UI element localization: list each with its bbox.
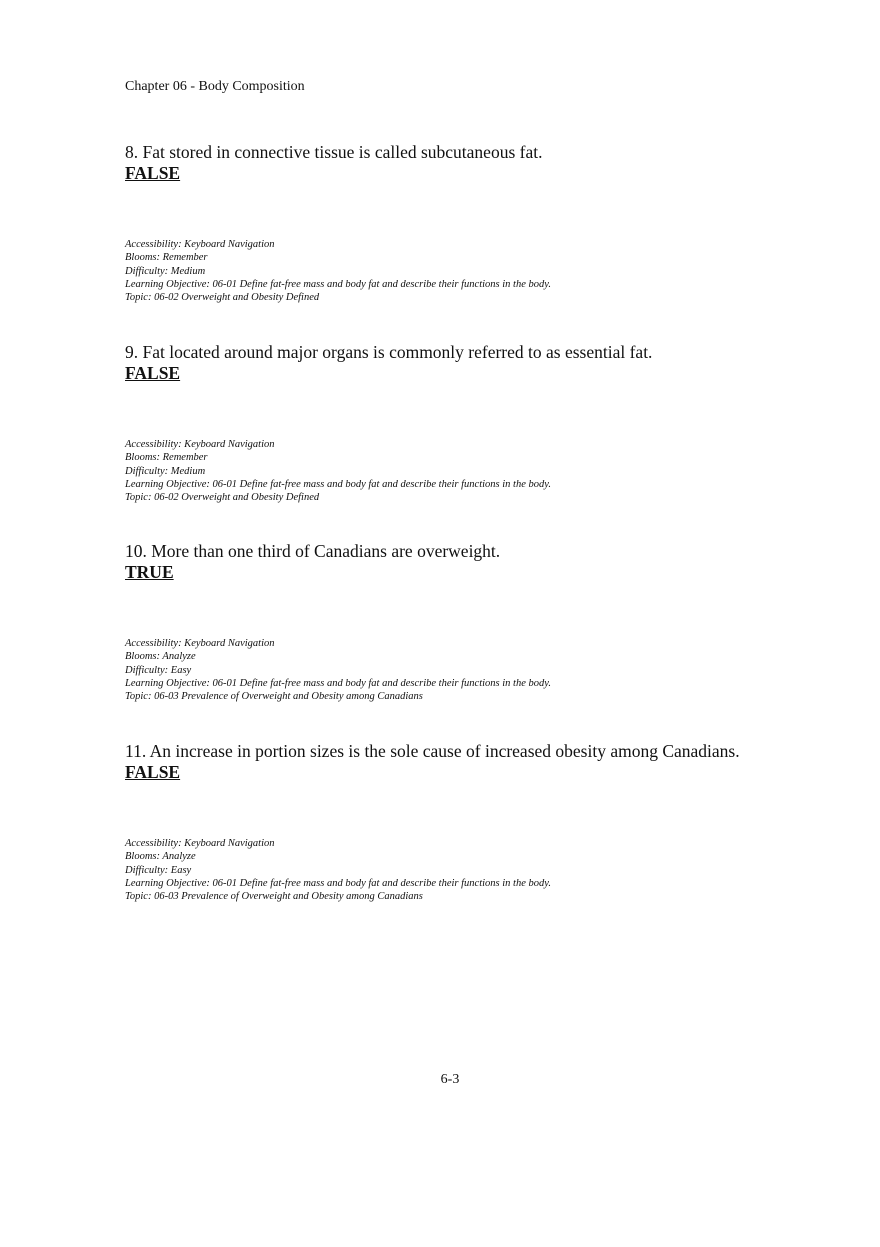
- question-text: 9. Fat located around major organs is commonly referred to as essential fat.: [125, 342, 653, 362]
- meta-learning-objective: Learning Objective: 06-01 Define fat-free mass and body fat and describe their functions in the body.: [125, 877, 551, 889]
- meta-difficulty: Difficulty: Medium: [125, 265, 206, 277]
- meta-accessibility: Accessibility: Keyboard Navigation: [125, 838, 275, 849]
- question-block: [125, 541, 825, 703]
- meta-blooms: Blooms: Remember: [125, 452, 208, 464]
- meta-difficulty: Difficulty: Medium: [125, 465, 206, 477]
- question-block: [125, 342, 825, 504]
- page-number: 6-3: [440, 1072, 460, 1087]
- meta-blooms: Blooms: Analyze: [125, 851, 196, 863]
- answer-label: FALSE: [125, 163, 181, 183]
- question-text: 11. An increase in portion sizes is the sole cause of increased obesity among Canadians.: [125, 741, 740, 761]
- meta-topic: Topic: 06-02 Overweight and Obesity Defined: [125, 292, 320, 304]
- question-metadata: [125, 238, 825, 304]
- meta-accessibility: Accessibility: Keyboard Navigation: [125, 638, 275, 649]
- meta-blooms: Blooms: Remember: [125, 252, 208, 264]
- meta-difficulty: Difficulty: Easy: [125, 864, 192, 876]
- question-text: 8. Fat stored in connective tissue is called subcutaneous fat.: [125, 142, 543, 162]
- meta-blooms: Blooms: Analyze: [125, 651, 196, 663]
- meta-topic: Topic: 06-03 Prevalence of Overweight and Obesity among Canadians: [125, 891, 423, 903]
- meta-accessibility: Accessibility: Keyboard Navigation: [125, 239, 275, 250]
- answer-label: FALSE: [125, 762, 181, 782]
- meta-difficulty: Difficulty: Easy: [125, 664, 192, 676]
- meta-topic: Topic: 06-03 Prevalence of Overweight and Obesity among Canadians: [125, 691, 423, 703]
- meta-topic: Topic: 06-02 Overweight and Obesity Defined: [125, 492, 320, 504]
- question-metadata: [125, 438, 825, 504]
- meta-learning-objective: Learning Objective: 06-01 Define fat-free mass and body fat and describe their functions in the body.: [125, 478, 551, 490]
- question-block: [125, 142, 825, 304]
- meta-learning-objective: Learning Objective: 06-01 Define fat-free mass and body fat and describe their functions in the body.: [125, 677, 551, 689]
- answer-label: FALSE: [125, 363, 181, 383]
- answer-label: TRUE: [125, 562, 174, 582]
- meta-learning-objective: Learning Objective: 06-01 Define fat-free mass and body fat and describe their functions in the body.: [125, 278, 551, 290]
- question-metadata: [125, 637, 825, 703]
- meta-accessibility: Accessibility: Keyboard Navigation: [125, 439, 275, 450]
- question-block: [125, 741, 825, 903]
- chapter-header: Chapter 06 - Body Composition: [125, 79, 305, 94]
- question-text: 10. More than one third of Canadians are overweight.: [125, 541, 501, 561]
- question-metadata: [125, 837, 825, 903]
